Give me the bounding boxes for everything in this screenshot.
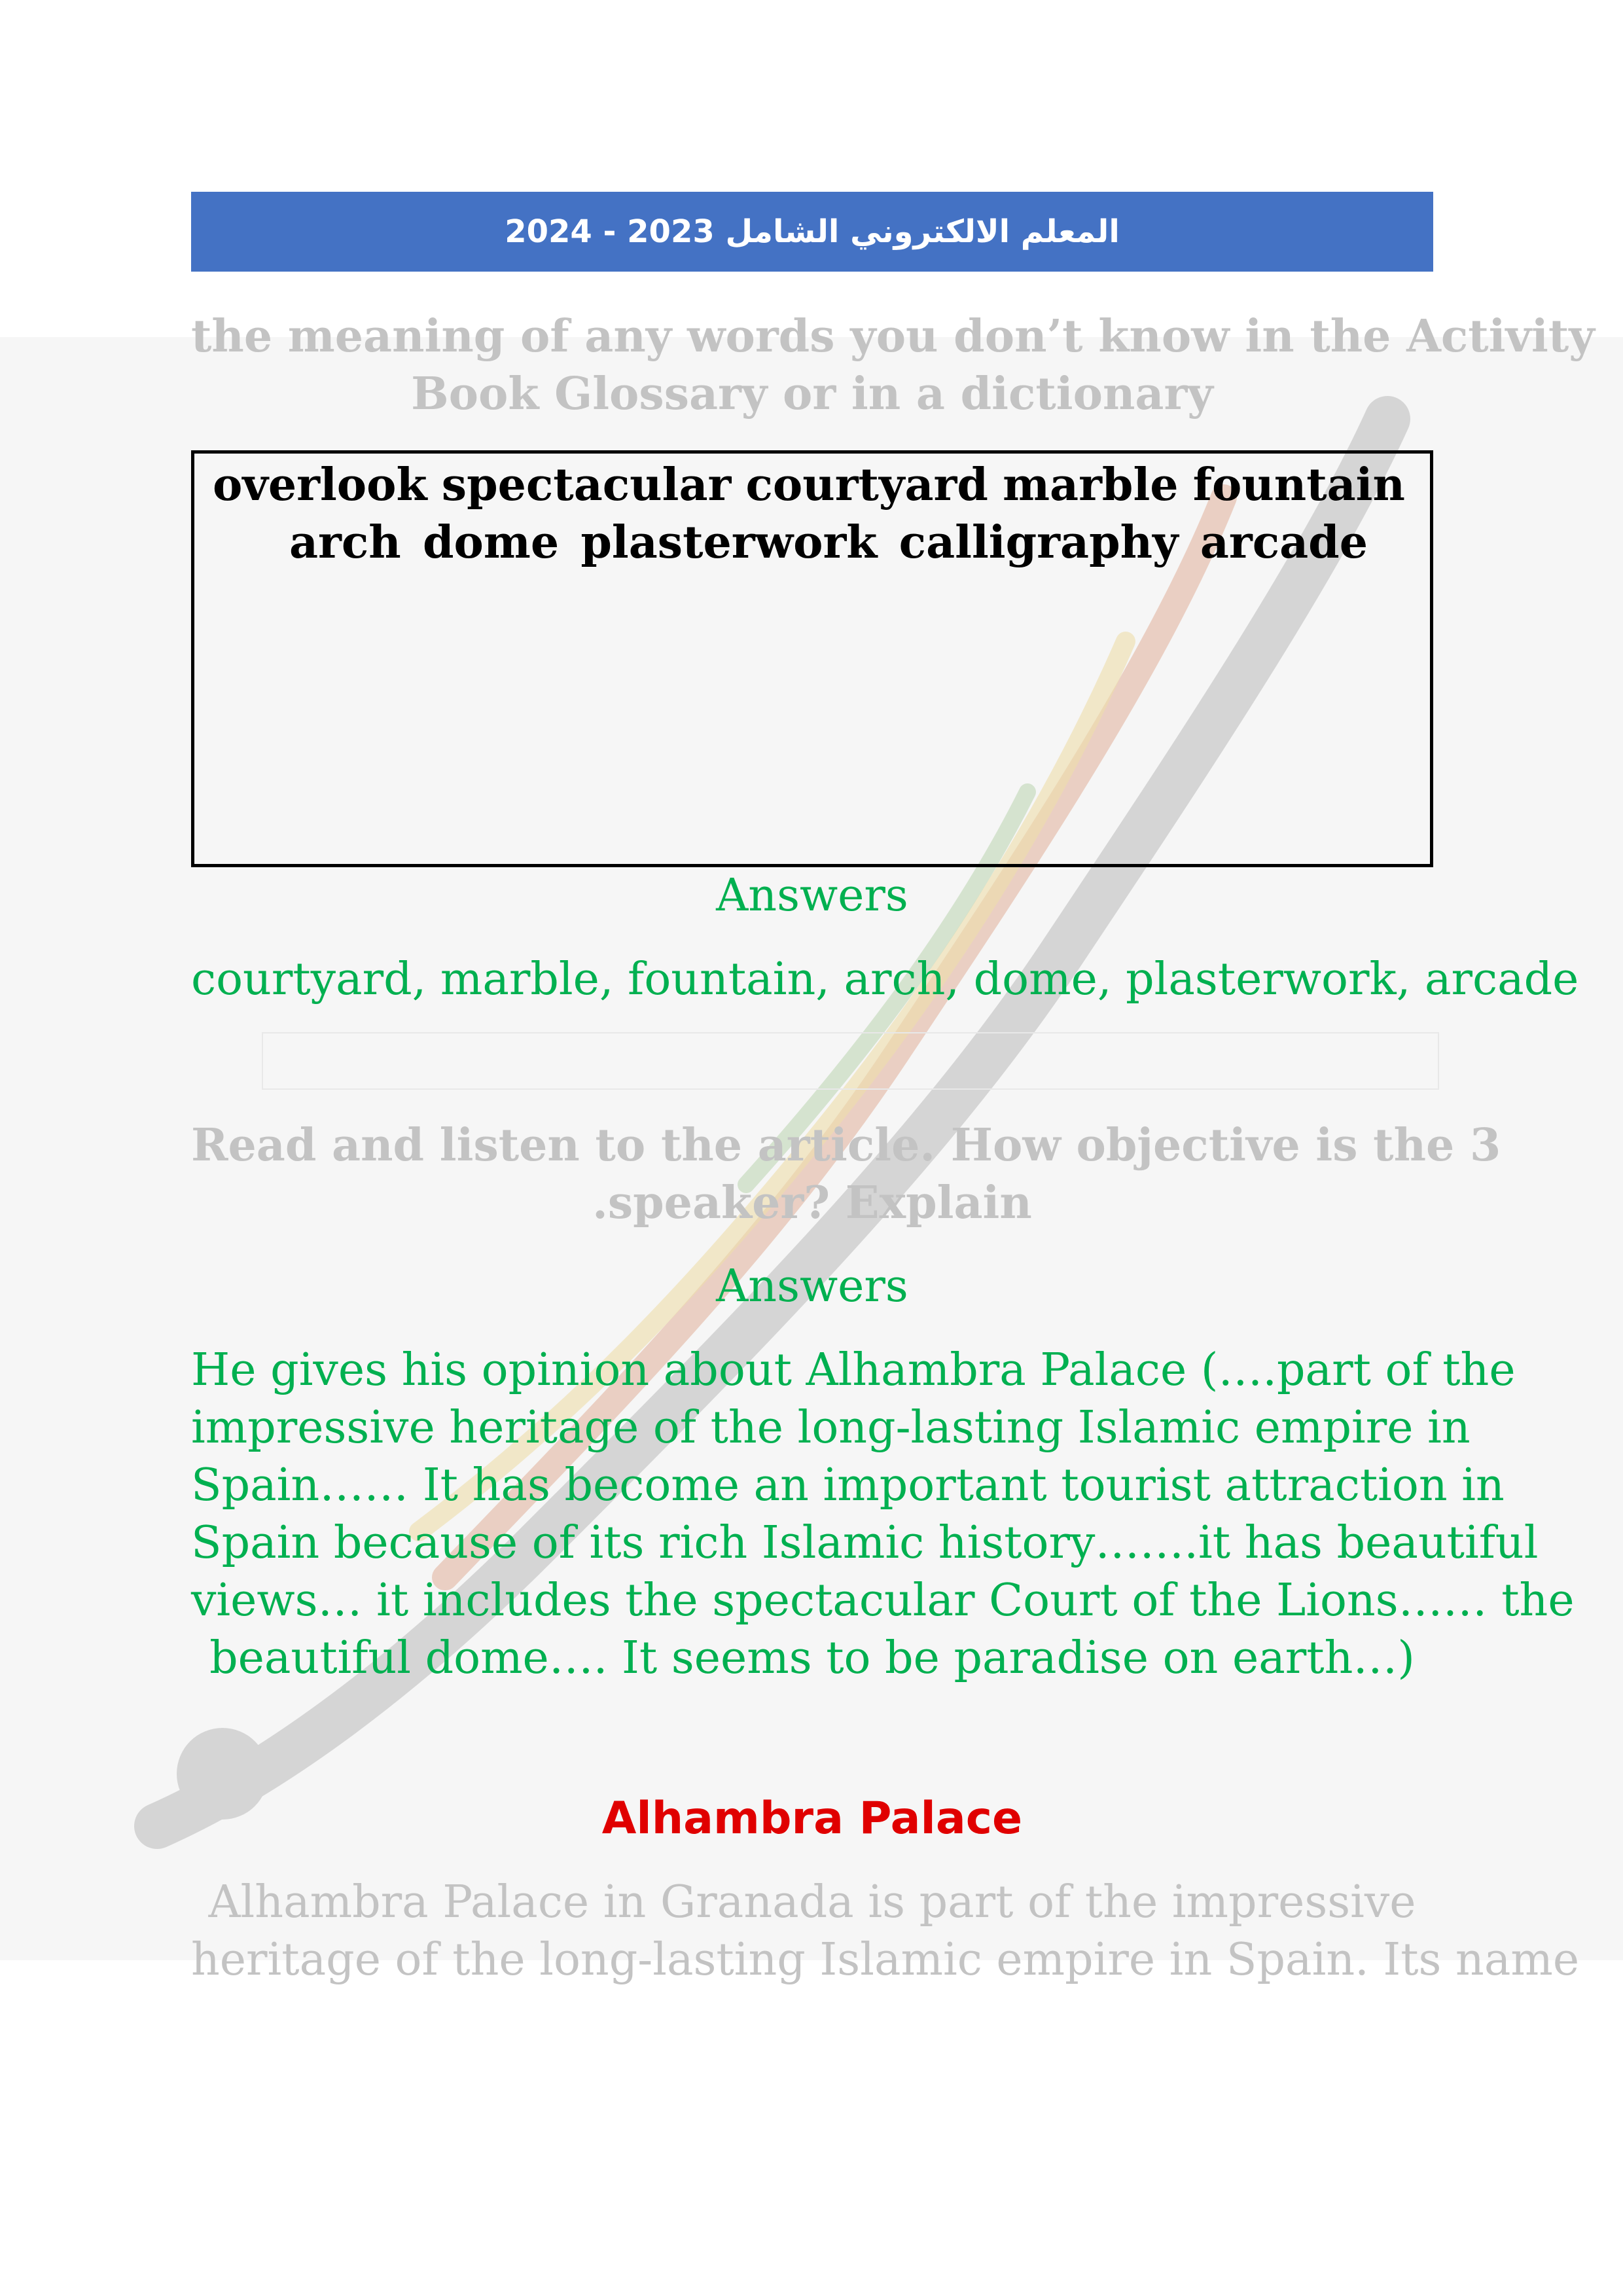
answers-2-line-2: impressive heritage of the long-lasting Islamic empire in [191,1402,1471,1454]
header-title: المعلم الالكتروني الشامل 2023 - 2024 [505,213,1120,250]
page-header [191,192,1433,272]
word-overlook: overlook [213,459,427,511]
word-dome: dome [422,516,560,569]
answers-2-label: Answers [716,1261,908,1312]
word-calligraphy: calligraphy [899,516,1179,569]
answers-2-line-6: beautiful dome…. It seems to be paradise on earth…) [209,1632,1415,1684]
answers-1-text: courtyard, marble, fountain, arch, dome, plasterwork, arcade [191,954,1579,1005]
question-3-line-1: Read and listen to the article. How objective is the 3 [191,1119,1501,1172]
article-line-1: Alhambra Palace in Granada is part of the impressive [208,1876,1416,1928]
word-plasterwork: plasterwork [580,516,878,569]
word-marble: marble [1003,459,1179,511]
answers-2-line-5: views… it includes the spectacular Court of the Lions…… the [191,1575,1575,1626]
article-title: Alhambra Palace [601,1793,1023,1844]
empty-text-box [262,1032,1439,1090]
question-3-block [191,1117,1501,1232]
answers-2-line-4: Spain because of its rich Islamic history…….it has beautiful [191,1517,1539,1569]
article-line-2: heritage of the long-lasting Islamic empire in Spain. Its name [191,1934,1580,1986]
answers-1-label: Answers [716,870,908,922]
answers-1-block [191,867,1579,1009]
word-spectacular: spectacular [441,459,732,511]
word-arch: arch [289,516,401,569]
article-block [191,1790,1580,1989]
instruction-block [191,308,1595,423]
instruction-line-2: Book Glossary or in a dictionary [411,368,1213,420]
question-3-line-2: .speaker? Explain [592,1177,1032,1229]
instruction-line-1: the meaning of any words you don’t know in the Activity [191,310,1595,363]
word-arcade: arcade [1200,516,1368,569]
answers-2-line-1: He gives his opinion about Alhambra Palace (….part of the [191,1344,1516,1396]
word-row-2 [194,514,1430,571]
word-row-1 [194,456,1430,514]
answers-2-block [191,1258,1575,1687]
word-courtyard: courtyard [745,459,988,511]
word-fountain: fountain [1192,459,1405,511]
word-box [191,450,1433,867]
answers-2-line-3: Spain…… It has become an important tourist attraction in [191,1460,1505,1511]
